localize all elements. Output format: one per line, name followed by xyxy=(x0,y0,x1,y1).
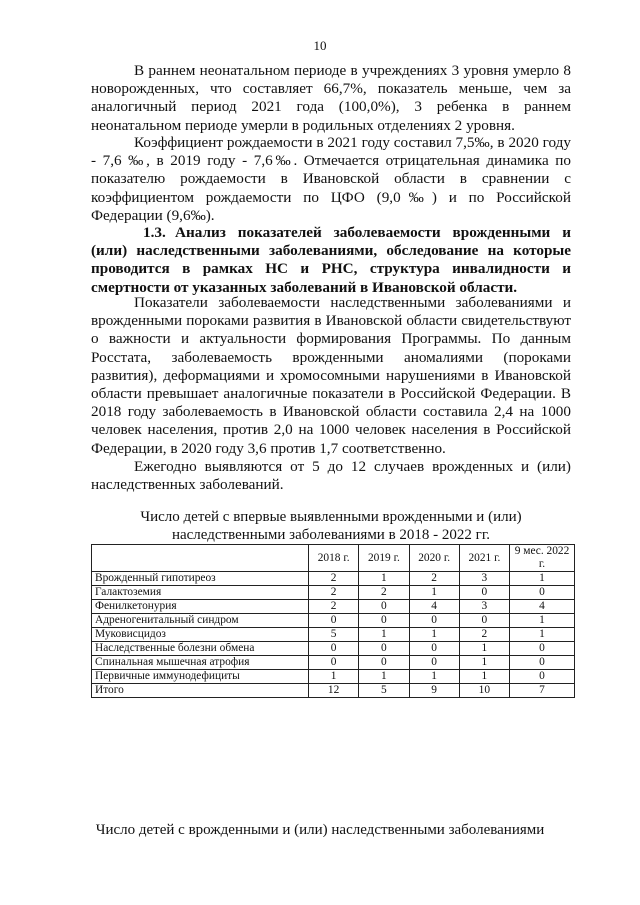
table-cell: 1 xyxy=(359,572,409,586)
table-cell: 7 xyxy=(510,684,575,698)
table-cell: 1 xyxy=(409,628,459,642)
table-cell: 0 xyxy=(409,656,459,670)
table-cell: 1 xyxy=(359,670,409,684)
table-cell: 0 xyxy=(409,642,459,656)
table-cell: 10 xyxy=(459,684,509,698)
table-cell: 2 xyxy=(309,586,359,600)
table-cell: 3 xyxy=(459,600,509,614)
table-cell: 2 xyxy=(309,572,359,586)
table-cell: 0 xyxy=(359,656,409,670)
table-cell: 2 xyxy=(359,586,409,600)
paragraph-text: Коэффициент рождаемости в 2021 году составил 7,5‰, в 2020 году - 7,6 ‰, в 2019 году - 7,6‰. Отмечается отрицательная динамика по показателю рождаемости в Ивановской области в сравнении с коэффициентом рождаемости по ЦФО (9,0‰) и по Российской Федерации (9,6‰). xyxy=(91,134,571,224)
table-cell: 2 xyxy=(309,600,359,614)
table-cell: 0 xyxy=(359,614,409,628)
table-cell: 2 xyxy=(459,628,509,642)
row-label: Фенилкетонурия xyxy=(92,600,309,614)
table-cell: 0 xyxy=(459,614,509,628)
table-cell: 1 xyxy=(409,586,459,600)
paragraph-morbidity xyxy=(91,294,571,458)
table-cell: 0 xyxy=(510,642,575,656)
table-cell: 0 xyxy=(409,614,459,628)
table-cell: 1 xyxy=(459,670,509,684)
page-number: 10 xyxy=(313,38,327,53)
paragraph-text: Ежегодно выявляются от 5 до 12 случаев врожденных и (или) наследственных заболеваний. xyxy=(91,458,571,494)
table-cell: 1 xyxy=(510,628,575,642)
table-cell: 0 xyxy=(510,586,575,600)
table-cell: 5 xyxy=(309,628,359,642)
section-title: Анализ показателей заболеваемости врожденными и (или) наследственными заболеваниями, обследование на которые проводится в рамках НС и РНС, структура инвалидности и смертности от указанных заболеваний в Ивановской области. xyxy=(91,224,571,296)
table-row xyxy=(92,586,575,600)
table-row xyxy=(92,572,575,586)
row-label: Первичные иммунодефициты xyxy=(92,670,309,684)
header-cell: 9 мес. 2022 г. xyxy=(510,545,575,572)
table-row xyxy=(92,656,575,670)
table-row xyxy=(92,670,575,684)
table-header-row xyxy=(92,545,575,572)
paragraph-text: Показатели заболеваемости наследственными заболеваниями и врожденными пороками развития в Ивановской области свидетельствуют о важности и актуальности формирования Программы. По данным Росстата, заболеваемость врожденными аномалиями (пороками развития), деформациями и хромосомными нарушениями в Ивановской области превышает аналогичные показатели в Российской Федерации. В 2018 году заболеваемость в Ивановской области составила 2,4 на 1000 человек населения, против 2,0 на 1000 человек населения в Российской Федерации, в 2020 году 3,6 против 1,7 соответственно. xyxy=(91,294,571,457)
table-cell: 0 xyxy=(309,614,359,628)
table-row xyxy=(92,642,575,656)
header-cell: 2021 г. xyxy=(459,545,509,572)
paragraph-birth-rate xyxy=(91,134,571,225)
header-cell: 2018 г. xyxy=(309,545,359,572)
row-label: Врожденный гипотиреоз xyxy=(92,572,309,586)
row-label: Галактоземия xyxy=(92,586,309,600)
row-label: Адреногенитальный синдром xyxy=(92,614,309,628)
table-cell: 0 xyxy=(309,642,359,656)
table-cell: 0 xyxy=(309,656,359,670)
table-cell: 5 xyxy=(359,684,409,698)
table-cell: 1 xyxy=(359,628,409,642)
table-row xyxy=(92,628,575,642)
table-cell: 12 xyxy=(309,684,359,698)
header-cell xyxy=(92,545,309,572)
table-cell: 0 xyxy=(510,656,575,670)
row-label: Итого xyxy=(92,684,309,698)
table-row xyxy=(92,600,575,614)
table-cell: 1 xyxy=(309,670,359,684)
next-table-title: Число детей с врожденными и (или) наследственными заболеваниями xyxy=(95,822,545,838)
row-label: Муковисцидоз xyxy=(92,628,309,642)
section-heading xyxy=(91,224,571,297)
table-caption: Число детей с впервые выявленными врожденными и (или) наследственными заболеваниями в 2018 - 2022 гг. xyxy=(140,509,522,543)
morbidity-table xyxy=(91,544,575,698)
table-cell: 1 xyxy=(459,656,509,670)
row-label: Спинальная мышечная атрофия xyxy=(92,656,309,670)
table-row xyxy=(92,614,575,628)
section-number: 1.3. xyxy=(143,224,166,241)
header-cell: 2019 г. xyxy=(359,545,409,572)
paragraph-annual-cases xyxy=(91,458,571,494)
table-row xyxy=(92,684,575,698)
paragraph-text: В раннем неонатальном периоде в учреждениях 3 уровня умерло 8 новорожденных, что составляет 66,7%, показатель меньше, чем за аналогичный период 2021 года (100,0%), 3 ребенка в раннем неонатальном периоде умерли в родильных отделениях 2 уровня. xyxy=(91,62,571,134)
table-cell: 1 xyxy=(409,670,459,684)
table-cell: 2 xyxy=(409,572,459,586)
table-cell: 1 xyxy=(510,572,575,586)
table-cell: 3 xyxy=(459,572,509,586)
paragraph-neonatal-mortality xyxy=(91,62,571,135)
table-cell: 1 xyxy=(459,642,509,656)
table-cell: 0 xyxy=(359,642,409,656)
table-cell: 0 xyxy=(459,586,509,600)
table-cell: 4 xyxy=(510,600,575,614)
table-cell: 0 xyxy=(359,600,409,614)
table-cell: 0 xyxy=(510,670,575,684)
table-cell: 4 xyxy=(409,600,459,614)
row-label: Наследственные болезни обмена xyxy=(92,642,309,656)
table-cell: 9 xyxy=(409,684,459,698)
header-cell: 2020 г. xyxy=(409,545,459,572)
table-cell: 1 xyxy=(510,614,575,628)
